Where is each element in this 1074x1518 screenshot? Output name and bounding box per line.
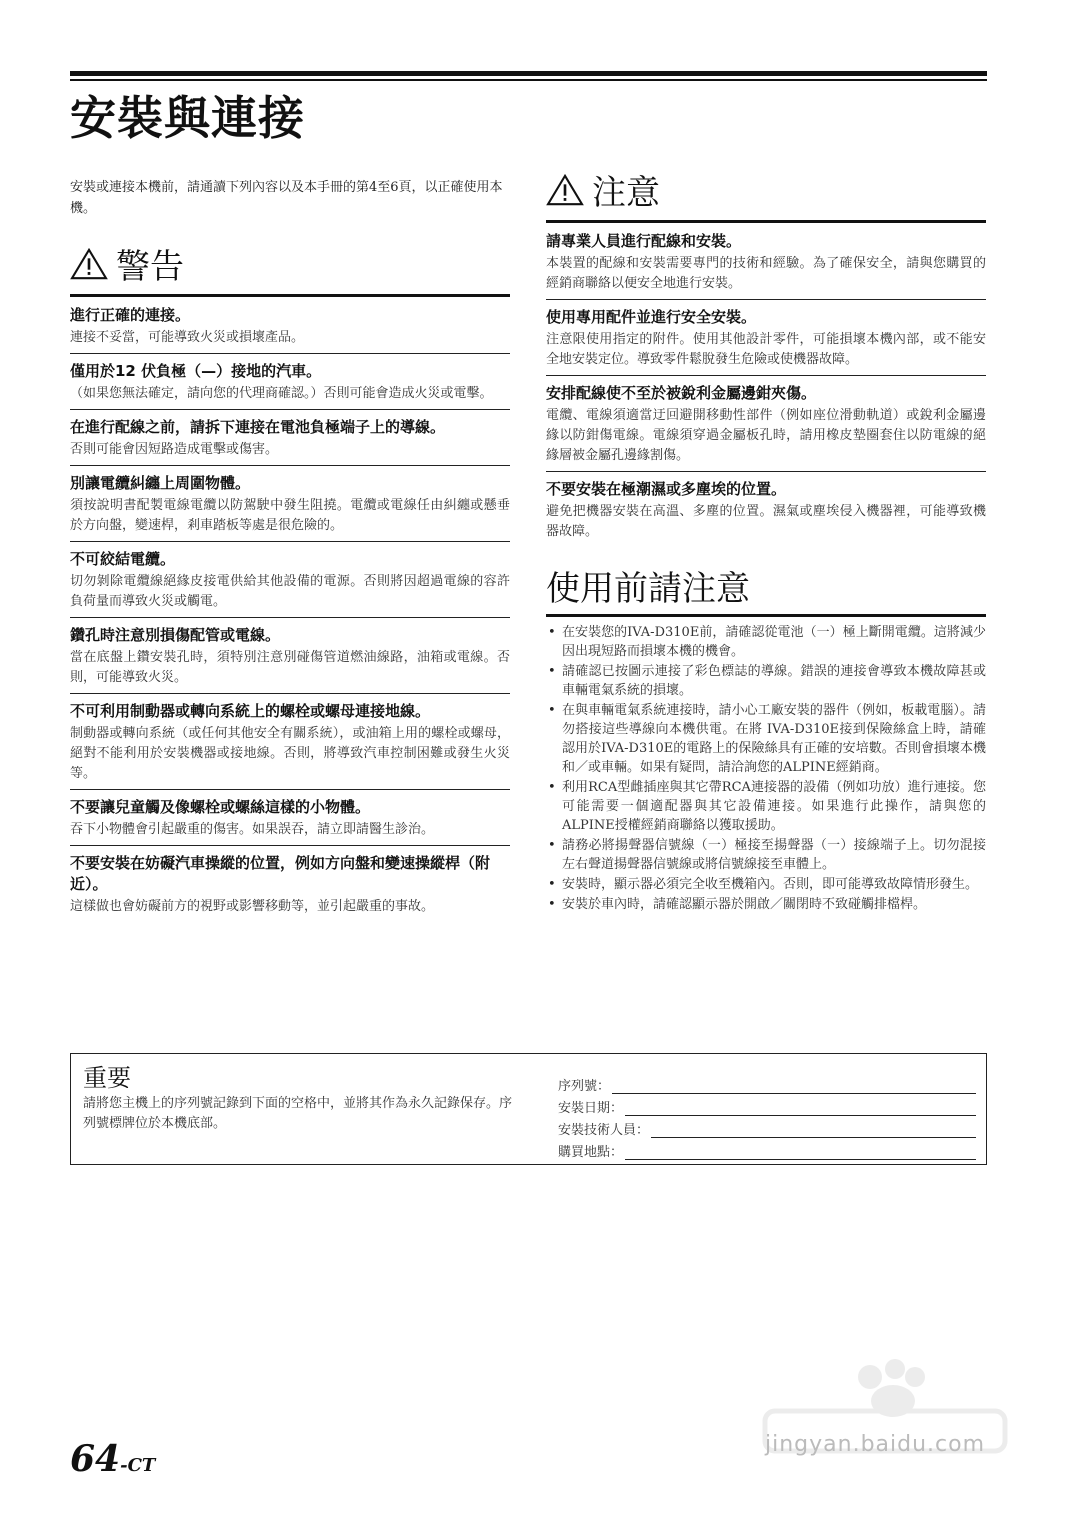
- left-column: [70, 177, 510, 927]
- warning-heading: 警告: [116, 247, 184, 287]
- field-line[interactable]: [651, 1123, 976, 1138]
- warning-item-title: 不可絞結電纜。: [70, 550, 176, 568]
- caution-item-title: 不要安裝在極潮濕或多塵埃的位置。: [546, 480, 787, 498]
- list-item: • 利用RCA型雌插座與其它帶RCA連接器的設備（例如功放）進行連接。您可能需要一個適配器與其它設備連接。如果進行此操作，請與您的ALPINE授權經銷商聯絡以獲取援助。: [546, 778, 986, 835]
- baidu-watermark-logo: [755, 1355, 1015, 1475]
- caution-item-text: 避免把機器安裝在高溫、多塵的位置。濕氣或塵埃侵入機器裡，可能導致機器故障。: [546, 504, 986, 539]
- important-box: [70, 1053, 987, 1165]
- warning-item: [70, 851, 510, 922]
- warning-item-text: 連接不妥當，可能導致火災或損壞產品。: [70, 330, 305, 345]
- field-label: 安裝日期：: [558, 1101, 624, 1116]
- warning-item-title: 進行正確的連接。: [70, 306, 191, 324]
- warning-item-title: 不可利用制動器或轉向系統上的螺栓或螺母連接地線。: [70, 702, 431, 720]
- warning-item-title: 鑽孔時注意別損傷配管或電線。: [70, 626, 281, 644]
- warning-item-text: 須按說明書配製電線電纜以防駕駛中發生阻撓。電纜或電線任由糾纏或懸垂於方向盤，變速桿，剎車踏板等處是很危險的。: [70, 498, 510, 533]
- install-date-field[interactable]: [558, 1094, 976, 1116]
- warning-item-text: 切勿剝除電纜線絕緣皮接電供給其他設備的電源。否則將因超過電線的容許負荷量而導致火災或觸電。: [70, 574, 510, 609]
- warning-item: [70, 359, 510, 410]
- right-column: [546, 165, 986, 915]
- caution-list: [546, 229, 986, 547]
- list-item: • 請務必將揚聲器信號線（一）極接至揚聲器（一）接線端子上。切勿混接左右聲道揚聲器信號線或將信號線接至車體上。: [546, 836, 986, 874]
- field-label: 安裝技術人員：: [558, 1123, 650, 1138]
- record-fields: [558, 1072, 976, 1160]
- warning-item-text: （如果您無法確定，請向您的代理商確認。）否則可能會造成火災或電擊。: [70, 386, 493, 401]
- field-label: 購買地點：: [558, 1145, 624, 1160]
- warning-item: [70, 795, 510, 846]
- page-number-suffix: -CT: [120, 1455, 156, 1476]
- list-item: • 安裝時，顯示器必須完全收至機箱內。否則，即可能導致故障情形發生。: [546, 875, 986, 894]
- caution-item-title: 請專業人員進行配線和安裝。: [546, 232, 742, 250]
- caution-item-text: 電纜、電線須適當迂回避開移動性部件（例如座位滑動軌道）或銳利金屬邊緣以防鉗傷電線。電線須穿過金屬板孔時，請用橡皮墊圈套住以防電線的絕緣層被金屬孔邊緣割傷。: [546, 408, 986, 463]
- field-line[interactable]: [612, 1079, 976, 1094]
- caution-item: [546, 381, 986, 472]
- warning-item: [70, 547, 510, 618]
- warning-header: [70, 239, 510, 297]
- field-line[interactable]: [625, 1101, 976, 1116]
- warning-item-title: 不要讓兒童觸及像螺栓或螺絲這樣的小物體。: [70, 798, 371, 816]
- caution-item-text: 注意限使用指定的附件。使用其他設計零件，可能損壞本機內部，或不能安全地安裝定位。導致零件鬆脫發生危險或使機器故障。: [546, 332, 986, 367]
- caution-item-text: 本裝置的配線和安裝需要專門的技術和經驗。為了確保安全，請與您購買的經銷商聯絡以便安全地進行安裝。: [546, 256, 986, 291]
- caution-item-title: 安排配線使不至於被銳利金屬邊鉗夾傷。: [546, 384, 817, 402]
- page-number: [70, 1438, 155, 1480]
- watermark-text: jingyan.baidu.com: [765, 1432, 986, 1457]
- warning-item: [70, 415, 510, 466]
- top-rule-thin: [70, 79, 987, 81]
- caution-triangle-icon: [546, 173, 584, 207]
- before-use-list: [546, 623, 986, 914]
- intro-text: 安裝或連接本機前，請通讀下列內容以及本手冊的第4至6頁，以正確使用本機。: [70, 180, 503, 216]
- list-item: • 請確認已按圖示連接了彩色標誌的導線。錯誤的連接會導致本機故障甚或車輛電氣系統的損壞。: [546, 662, 986, 700]
- warning-item-title: 僅用於12 伏負極（—）接地的汽車。: [70, 362, 322, 380]
- page-number-value: 64: [70, 1438, 121, 1480]
- important-heading: 重要: [83, 1064, 131, 1092]
- installer-field[interactable]: [558, 1116, 976, 1138]
- important-text: 請將您主機上的序列號記錄到下面的空格中，並將其作為永久記錄保存。序列號標牌位於本機底部。: [83, 1096, 513, 1131]
- warning-item-text: 這樣做也會妨礙前方的視野或影響移動等，並引起嚴重的事故。: [70, 899, 435, 914]
- warning-item: [70, 623, 510, 694]
- serial-number-field[interactable]: [558, 1072, 976, 1094]
- caution-item: [546, 477, 986, 547]
- field-label: 序列號：: [558, 1079, 611, 1094]
- caution-item: [546, 229, 986, 300]
- field-line[interactable]: [625, 1145, 976, 1160]
- caution-item-title: 使用專用配件並進行安全安裝。: [546, 308, 757, 326]
- warning-item-text: 當在底盤上鑽安裝孔時，須特別注意別碰傷管道燃油線路，油箱或電線。否則，可能導致火災。: [70, 650, 510, 685]
- list-item: • 在安裝您的IVA-D310E前，請確認從電池（一）極上斷開電纜。這將減少因出現短路而損壞本機的機會。: [546, 623, 986, 661]
- warning-item: [70, 699, 510, 790]
- list-item: • 在與車輛電氣系統連接時，請小心工廠安裝的器件（例如，板載電腦）。請勿搭接這些導線向本機供電。在將 IVA-D310E接到保險絲盒上時，請確認用於IVA-D310E的電路上的保險絲具有正確的安培數。否則會損壞本機和／或車輛。如果有疑問，請洽詢您的ALPINE經銷商。: [546, 701, 986, 777]
- caution-item: [546, 305, 986, 376]
- warning-item-text: 吞下小物體會引起嚴重的傷害。如果誤吞，請立即請醫生診治。: [70, 822, 435, 837]
- caution-heading: 注意: [592, 173, 660, 213]
- list-item: • 安裝於車內時，請確認顯示器於開啟／關閉時不致碰觸排檔桿。: [546, 895, 986, 914]
- warning-item-text: 制動器或轉向系統（或任何其他安全有關系統），或油箱上用的螺栓或螺母，絕對不能利用於安裝機器或接地線。否則，將導致汽車控制困難或發生火災等。: [70, 726, 510, 781]
- caution-header: [546, 165, 986, 223]
- purchase-place-field[interactable]: [558, 1138, 976, 1160]
- warning-item-title: 在進行配線之前，請拆下連接在電池負極端子上的導線。: [70, 418, 446, 436]
- warning-triangle-icon: [70, 247, 108, 281]
- before-use-heading: 使用前請注意: [546, 561, 986, 617]
- warning-item: [70, 471, 510, 542]
- warning-item-text: 否則可能會因短路造成電擊或傷害。: [70, 442, 279, 457]
- warning-item-title: 不要安裝在妨礙汽車操縱的位置，例如方向盤和變速操縱桿（附近）。: [70, 854, 491, 893]
- warning-item-title: 別讓電纜糾纏上周圍物體。: [70, 474, 251, 492]
- warning-list: [70, 303, 510, 922]
- top-rule-thick: [70, 71, 987, 76]
- page-title: 安裝與連接: [70, 91, 305, 145]
- warning-item: [70, 303, 510, 354]
